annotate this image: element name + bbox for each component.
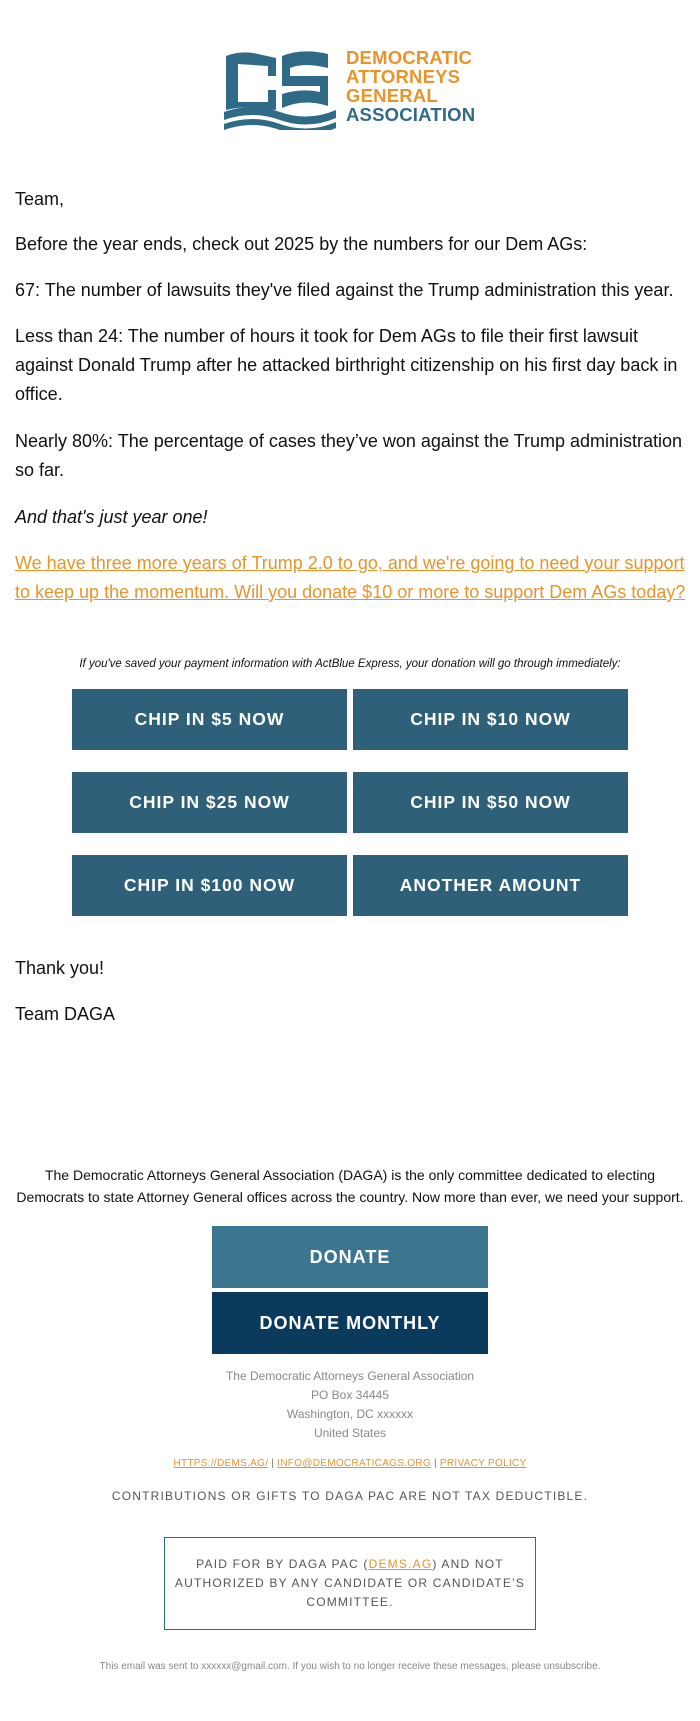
greeting: Team, — [15, 189, 65, 209]
stat-win-rate: Nearly 80%: The percentage of cases they’ve won against the Trump administration so far. — [15, 431, 683, 480]
cta-paragraph — [15, 549, 690, 607]
paid-for-disclaimer-box — [164, 1537, 536, 1630]
emphasis-line: And that's just year one! — [15, 507, 208, 527]
paid-for-site-link[interactable]: DEMS.AG — [368, 1557, 433, 1571]
address-country: United States — [313, 1426, 387, 1440]
intro-paragraph: Before the year ends, check out 2025 by the numbers for our Dem AGs: — [15, 234, 588, 254]
daga-logo[interactable] — [224, 44, 476, 134]
chip-in-5-button[interactable]: CHIP IN $5 NOW — [72, 689, 347, 750]
donate-button[interactable]: DONATE — [212, 1226, 488, 1288]
another-amount-button[interactable]: ANOTHER AMOUNT — [353, 855, 628, 916]
footer-blurb — [0, 1164, 700, 1208]
address-po-box: PO Box 34445 — [310, 1388, 390, 1402]
logo-line-general: GENERAL — [346, 85, 438, 106]
daga-logo-wordmark — [346, 48, 475, 124]
signoff-line: Team DAGA — [15, 1004, 116, 1024]
paid-for-text-before: PAID FOR BY DAGA PAC ( — [196, 1557, 369, 1571]
daga-logo-mark-icon — [224, 46, 336, 130]
thank-you-line: Thank you! — [15, 958, 105, 978]
paid-for-text-after: ) AND NOT AUTHORIZED BY ANY CANDIDATE OR CANDIDATE’S COMMITTEE. — [174, 1557, 526, 1609]
stat-lawsuits: 67: The number of lawsuits they've filed against the Trump administration this year. — [15, 280, 674, 300]
mailing-address — [0, 1367, 700, 1443]
logo-line-attorneys: ATTORNEYS — [346, 66, 461, 87]
chip-in-25-button[interactable]: CHIP IN $25 NOW — [72, 772, 347, 833]
logo-line-democratic: DEMOCRATIC — [346, 47, 473, 68]
email-header — [0, 0, 700, 170]
donate-cta-link[interactable]: We have three more years of Trump 2.0 to go, and we're going to need your support to keep up the momentum. Will you donate $10 or more to support Dem AGs today? — [15, 553, 686, 602]
footer-links — [0, 1458, 700, 1469]
stat-hours: Less than 24: The number of hours it took for Dem AGs to file their first lawsuit against Donald Trump after he attacked birthright citizenship on his first day back in office. — [15, 326, 678, 404]
tax-disclaimer: CONTRIBUTIONS OR GIFTS TO DAGA PAC ARE NOT TAX DEDUCTIBLE. — [111, 1489, 589, 1503]
donate-monthly-button[interactable]: DONATE MONTHLY — [212, 1292, 488, 1354]
chip-in-10-button[interactable]: CHIP IN $10 NOW — [353, 689, 628, 750]
footer-blurb-text: The Democratic Attorneys General Association (DAGA) is the only committee dedicated to electing Democrats to state Attorney General offices across the country. Now more than ever, we need your support. — [16, 1167, 684, 1205]
privacy-policy-link[interactable]: PRIVACY POLICY — [439, 1458, 527, 1469]
address-org: The Democratic Attorneys General Association — [225, 1369, 475, 1383]
actblue-express-note: If you've saved your payment information with ActBlue Express, your donation will go through immediately: — [79, 658, 621, 670]
link-separator: | — [271, 1458, 275, 1469]
sent-to-note: This email was sent to xxxxxx@gmail.com. If you wish to no longer receive these messages, please unsubscribe. — [99, 1661, 601, 1672]
email-link[interactable]: INFO@DEMOCRATICAGS.ORG — [277, 1458, 431, 1469]
website-link[interactable]: HTTPS://DEMS.AG/ — [173, 1458, 269, 1469]
logo-line-association: ASSOCIATION — [346, 104, 476, 125]
chip-in-50-button[interactable]: CHIP IN $50 NOW — [353, 772, 628, 833]
link-separator: | — [433, 1458, 437, 1469]
address-city: Washington, DC xxxxxx — [286, 1407, 414, 1421]
chip-in-100-button[interactable]: CHIP IN $100 NOW — [72, 855, 347, 916]
